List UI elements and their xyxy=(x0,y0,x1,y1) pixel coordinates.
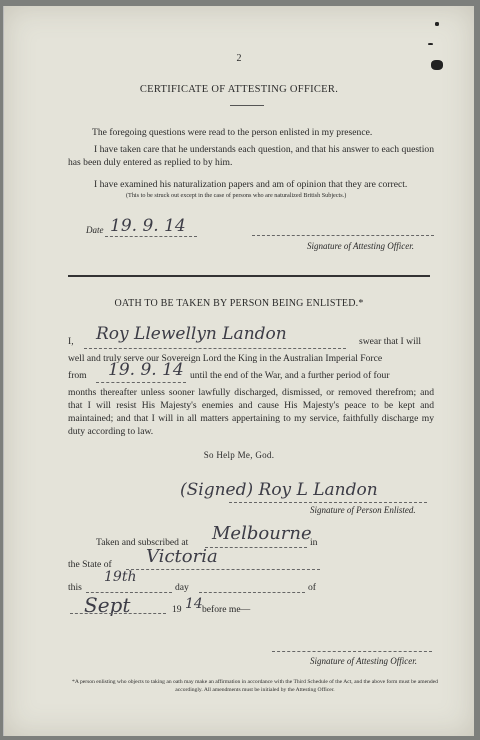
certificate-date: 19. 9. 14 xyxy=(110,216,186,236)
ink-blot xyxy=(431,60,443,70)
certificate-title: CERTIFICATE OF ATTESTING OFFICER. xyxy=(139,84,339,95)
month-line xyxy=(70,613,166,614)
page-number: 2 xyxy=(236,53,242,64)
officer-signature-label: Signature of Attesting Officer. xyxy=(307,241,414,251)
enlistee-signature: (Signed) Roy L Landon xyxy=(180,480,378,500)
month-blank-line xyxy=(199,592,305,593)
ink-speck-2 xyxy=(428,43,433,45)
date-line xyxy=(105,236,197,237)
oath-title: OATH TO BE TAKEN BY PERSON BEING ENLISTED.* xyxy=(114,298,364,309)
day-value: 19th xyxy=(104,569,137,585)
officer-signature-line xyxy=(252,235,434,236)
certificate-para-2: I have taken care that he understands each question, and that his answer to each question has been duly entered as replied to by him. xyxy=(68,144,434,168)
oath-line-2: well and truly serve our Sovereign Lord the King in the Australian Imperial Force xyxy=(68,353,383,364)
title-rule xyxy=(230,105,264,106)
day-label: day xyxy=(175,582,189,593)
section-divider xyxy=(68,275,430,277)
in-label: in xyxy=(310,537,318,548)
year-value: 14 xyxy=(185,596,203,612)
oath-swear-text: swear that I will xyxy=(359,336,422,347)
of-label: of xyxy=(308,582,316,593)
enlistee-signature-line xyxy=(229,502,427,503)
state-value: Victoria xyxy=(146,546,218,567)
taken-label: Taken and subscribed at xyxy=(96,537,189,548)
enlistee-signature-label: Signature of Person Enlisted. xyxy=(310,505,416,515)
so-help-me-god: So Help Me, God. xyxy=(203,450,275,460)
state-line xyxy=(126,569,320,570)
before-me-label: before me— xyxy=(202,604,251,615)
enlistee-name: Roy Llewellyn Landon xyxy=(96,324,287,344)
document-page xyxy=(3,6,474,736)
oath-rest: months thereafter unless sooner lawfully discharged, dismissed, or removed therefrom; and that I will resist His Majesty's enemies and cause His Majesty's peace to be kept and maintained; and that I will in all matters appertaining to my service, faithfully discharge my duty according to law. xyxy=(68,387,434,437)
date-label: Date xyxy=(86,225,104,235)
this-label: this xyxy=(68,582,82,593)
place-line xyxy=(205,547,307,548)
certificate-para-3: I have examined his naturalization papers and am of opinion that they are correct. xyxy=(94,179,408,190)
oath-from-label: from xyxy=(68,370,87,381)
year-prefix: 19 xyxy=(172,604,182,615)
state-label: the State of xyxy=(68,559,112,570)
attesting-signature-line xyxy=(272,651,432,652)
footnote: *A person enlisting who objects to taking an oath may make an affirmation in accordance with the Third Schedule of the Act, and the above form must be amended accordingly. All amendments must be initialed by the Attesting Officer. xyxy=(72,679,438,693)
naturalization-note: (This to be struck out except in the case of persons who are naturalized British Subjects.) xyxy=(126,192,347,199)
from-date-line xyxy=(96,382,186,383)
attesting-signature-label: Signature of Attesting Officer. xyxy=(310,656,417,666)
oath-from-date: 19. 9. 14 xyxy=(108,360,184,380)
name-line xyxy=(84,348,346,349)
month-value: Sept xyxy=(84,593,131,617)
ink-speck xyxy=(435,22,439,26)
oath-i-label: I, xyxy=(68,336,74,347)
oath-until-text: until the end of the War, and a further period of four xyxy=(190,370,390,381)
certificate-para-1: The foregoing questions were read to the person enlisted in my presence. xyxy=(92,127,373,138)
place-value: Melbourne xyxy=(212,523,312,544)
